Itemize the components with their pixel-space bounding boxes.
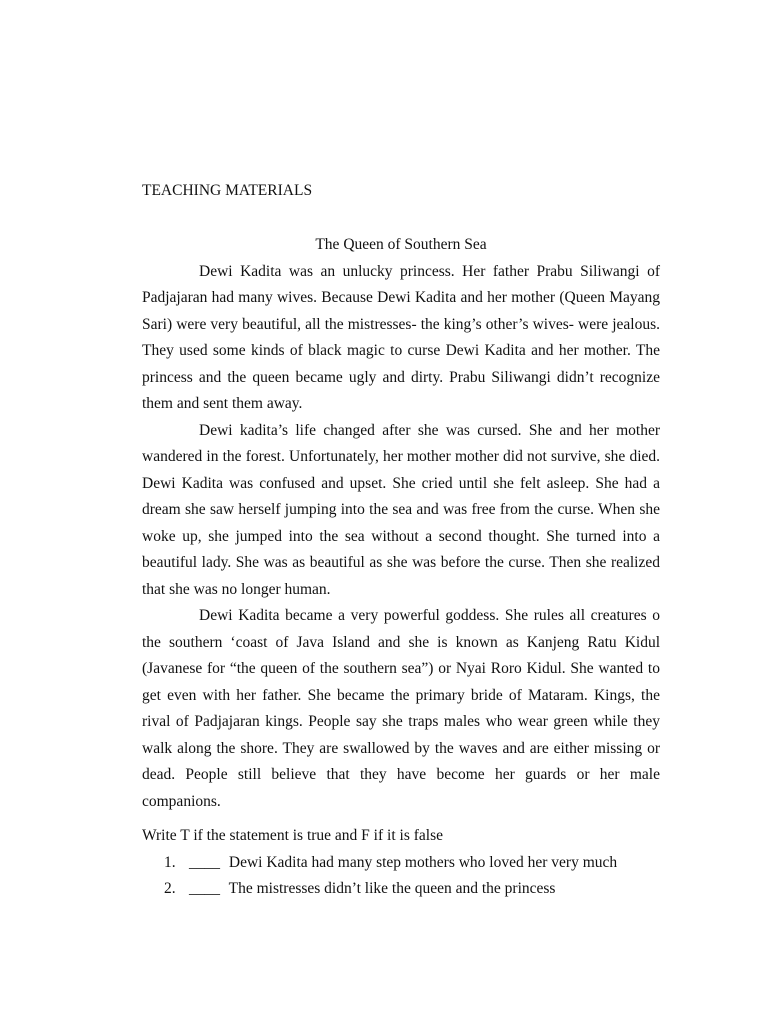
question-item: [142, 876, 682, 903]
question-number: 2.: [164, 880, 176, 897]
question-text: Dewi Kadita had many step mothers who loved her very much: [228, 853, 618, 871]
question-item: [142, 850, 682, 877]
question-number: 1.: [164, 853, 176, 871]
story: [142, 232, 660, 815]
story-paragraph-2: Dewi kadita’s life changed after she was cursed. She and her mother wandered in the forest. Unfortunately, her mother mother did not survive, she died. Dewi Kadita was confused and upset. She cried until she felt asleep. She had a dream she saw herself jumping into the sea and was free from the curse. When she woke up, she jumped into the sea without a second thought. She turned into a beautiful lady. She was as beautiful as she was before the curse. Then she realized that she was no longer human.: [142, 421, 660, 598]
answer-blank[interactable]: ____: [189, 853, 220, 871]
question-list: [142, 850, 682, 903]
exercise-instruction: Write T if the statement is true and F if it is false: [142, 827, 443, 844]
story-paragraph-1: Dewi Kadita was an unlucky princess. Her father Prabu Siliwangi of Padjajaran had many wives. Because Dewi Kadita and her mother (Queen Mayang Sari) were very beautiful, all the mistresses- the king’s other’s wives- were jealous. They used some kinds of black magic to curse Dewi Kadita and her mother. The princess and the queen became ugly and dirty. Prabu Siliwangi didn’t recognize them and sent them away.: [142, 262, 660, 412]
question-text: The mistresses didn’t like the queen and the princess: [228, 880, 556, 897]
story-paragraph-3: Dewi Kadita became a very powerful goddess. She rules all creatures o the southern ‘coast of Java Island and she is known as Kanjeng Ratu Kidul (Javanese for “the queen of the southern sea”) or Nyai Roro Kidul. She wanted to get even with her father. She became the primary bride of Mataram. Kings, the rival of Padjajaran kings. People say she traps males who wear green while they walk along the shore. They are swallowed by the waves and are either missing or dead. People still believe that they have become her guards or her male companions.: [142, 607, 660, 810]
true-false-exercise: [142, 823, 682, 903]
answer-blank[interactable]: ____: [189, 880, 220, 897]
story-title: The Queen of Southern Sea: [315, 236, 487, 253]
section-heading: TEACHING MATERIALS: [142, 182, 313, 199]
